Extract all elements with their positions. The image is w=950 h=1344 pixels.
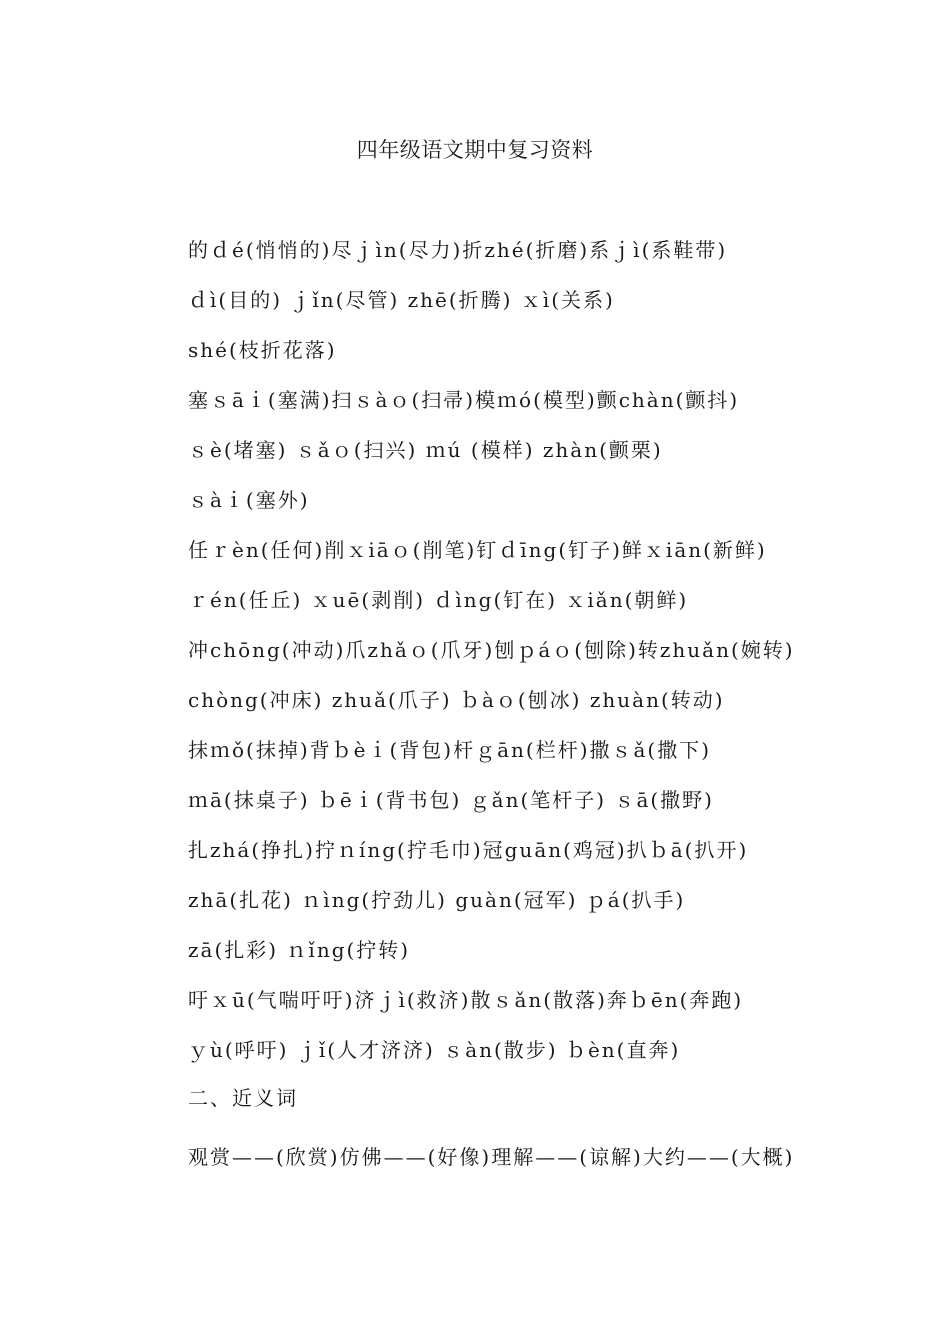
- text-line: ｓè(堵塞) ｓǎｏ(扫兴) ｍú (模样) zhàn(颤栗): [188, 438, 663, 462]
- section-heading: 二、近义词: [188, 1086, 298, 1110]
- text-line: 抹ｍǒ(抹掉)背ｂèｉ(背包)杆ｇān(栏杆)撒ｓǎ(撒下): [188, 738, 712, 762]
- text-line: 的ｄé(悄悄的)尽ｊìn(尽力)折zhé(折磨)系ｊì(系鞋带): [188, 238, 728, 262]
- text-line: ｄì(目的) ｊǐn(尽管) zhē(折腾) ｘì(关系): [188, 288, 615, 312]
- text-line: 塞ｓāｉ(塞满)扫ｓàｏ(扫帚)模ｍó(模型)颤chàn(颤抖): [188, 388, 740, 412]
- text-line: zhā(扎花) ｎìng(拧劲儿) guàn(冠军) ｐá(扒手): [188, 888, 686, 912]
- text-line: shé(枝折花落): [188, 338, 337, 362]
- text-line: ｓàｉ(塞外): [188, 488, 310, 512]
- text-line: ｙù(呼吁) ｊǐ(人才济济) ｓàn(散步) ｂèn(直奔): [188, 1038, 681, 1062]
- synonym-paragraph: 观赏——(欣赏)仿佛——(好像)理解——(谅解)大约——(大概): [188, 1145, 795, 1169]
- text-line: 扎zhá(挣扎)拧ｎíng(拧毛巾)冠guān(鸡冠)扒ｂā(扒开): [188, 838, 749, 862]
- text-line: ｍā(抹桌子) ｂēｉ(背书包) ｇǎn(笔杆子) ｓā(撒野): [188, 788, 714, 812]
- text-line: zā(扎彩) ｎǐng(拧转): [188, 938, 411, 962]
- text-line: 冲chōng(冲动)爪zhǎｏ(爪牙)刨ｐáｏ(刨除)转zhuǎn(婉转): [188, 638, 795, 662]
- text-line: 任ｒèn(任何)削ｘiāｏ(削笔)钉ｄīng(钉子)鲜ｘiān(新鲜): [188, 538, 767, 562]
- text-line: chòng(冲床) zhuǎ(爪子) ｂàｏ(刨冰) zhuàn(转动): [188, 688, 725, 712]
- text-line: ｒén(任丘) ｘuē(剥削) ｄìng(钉在) ｘiǎn(朝鲜): [188, 588, 689, 612]
- document-title: 四年级语文期中复习资料: [356, 138, 594, 162]
- text-line: 吁ｘū(气喘吁吁)济ｊì(救济)散ｓǎn(散落)奔ｂēn(奔跑): [188, 988, 744, 1012]
